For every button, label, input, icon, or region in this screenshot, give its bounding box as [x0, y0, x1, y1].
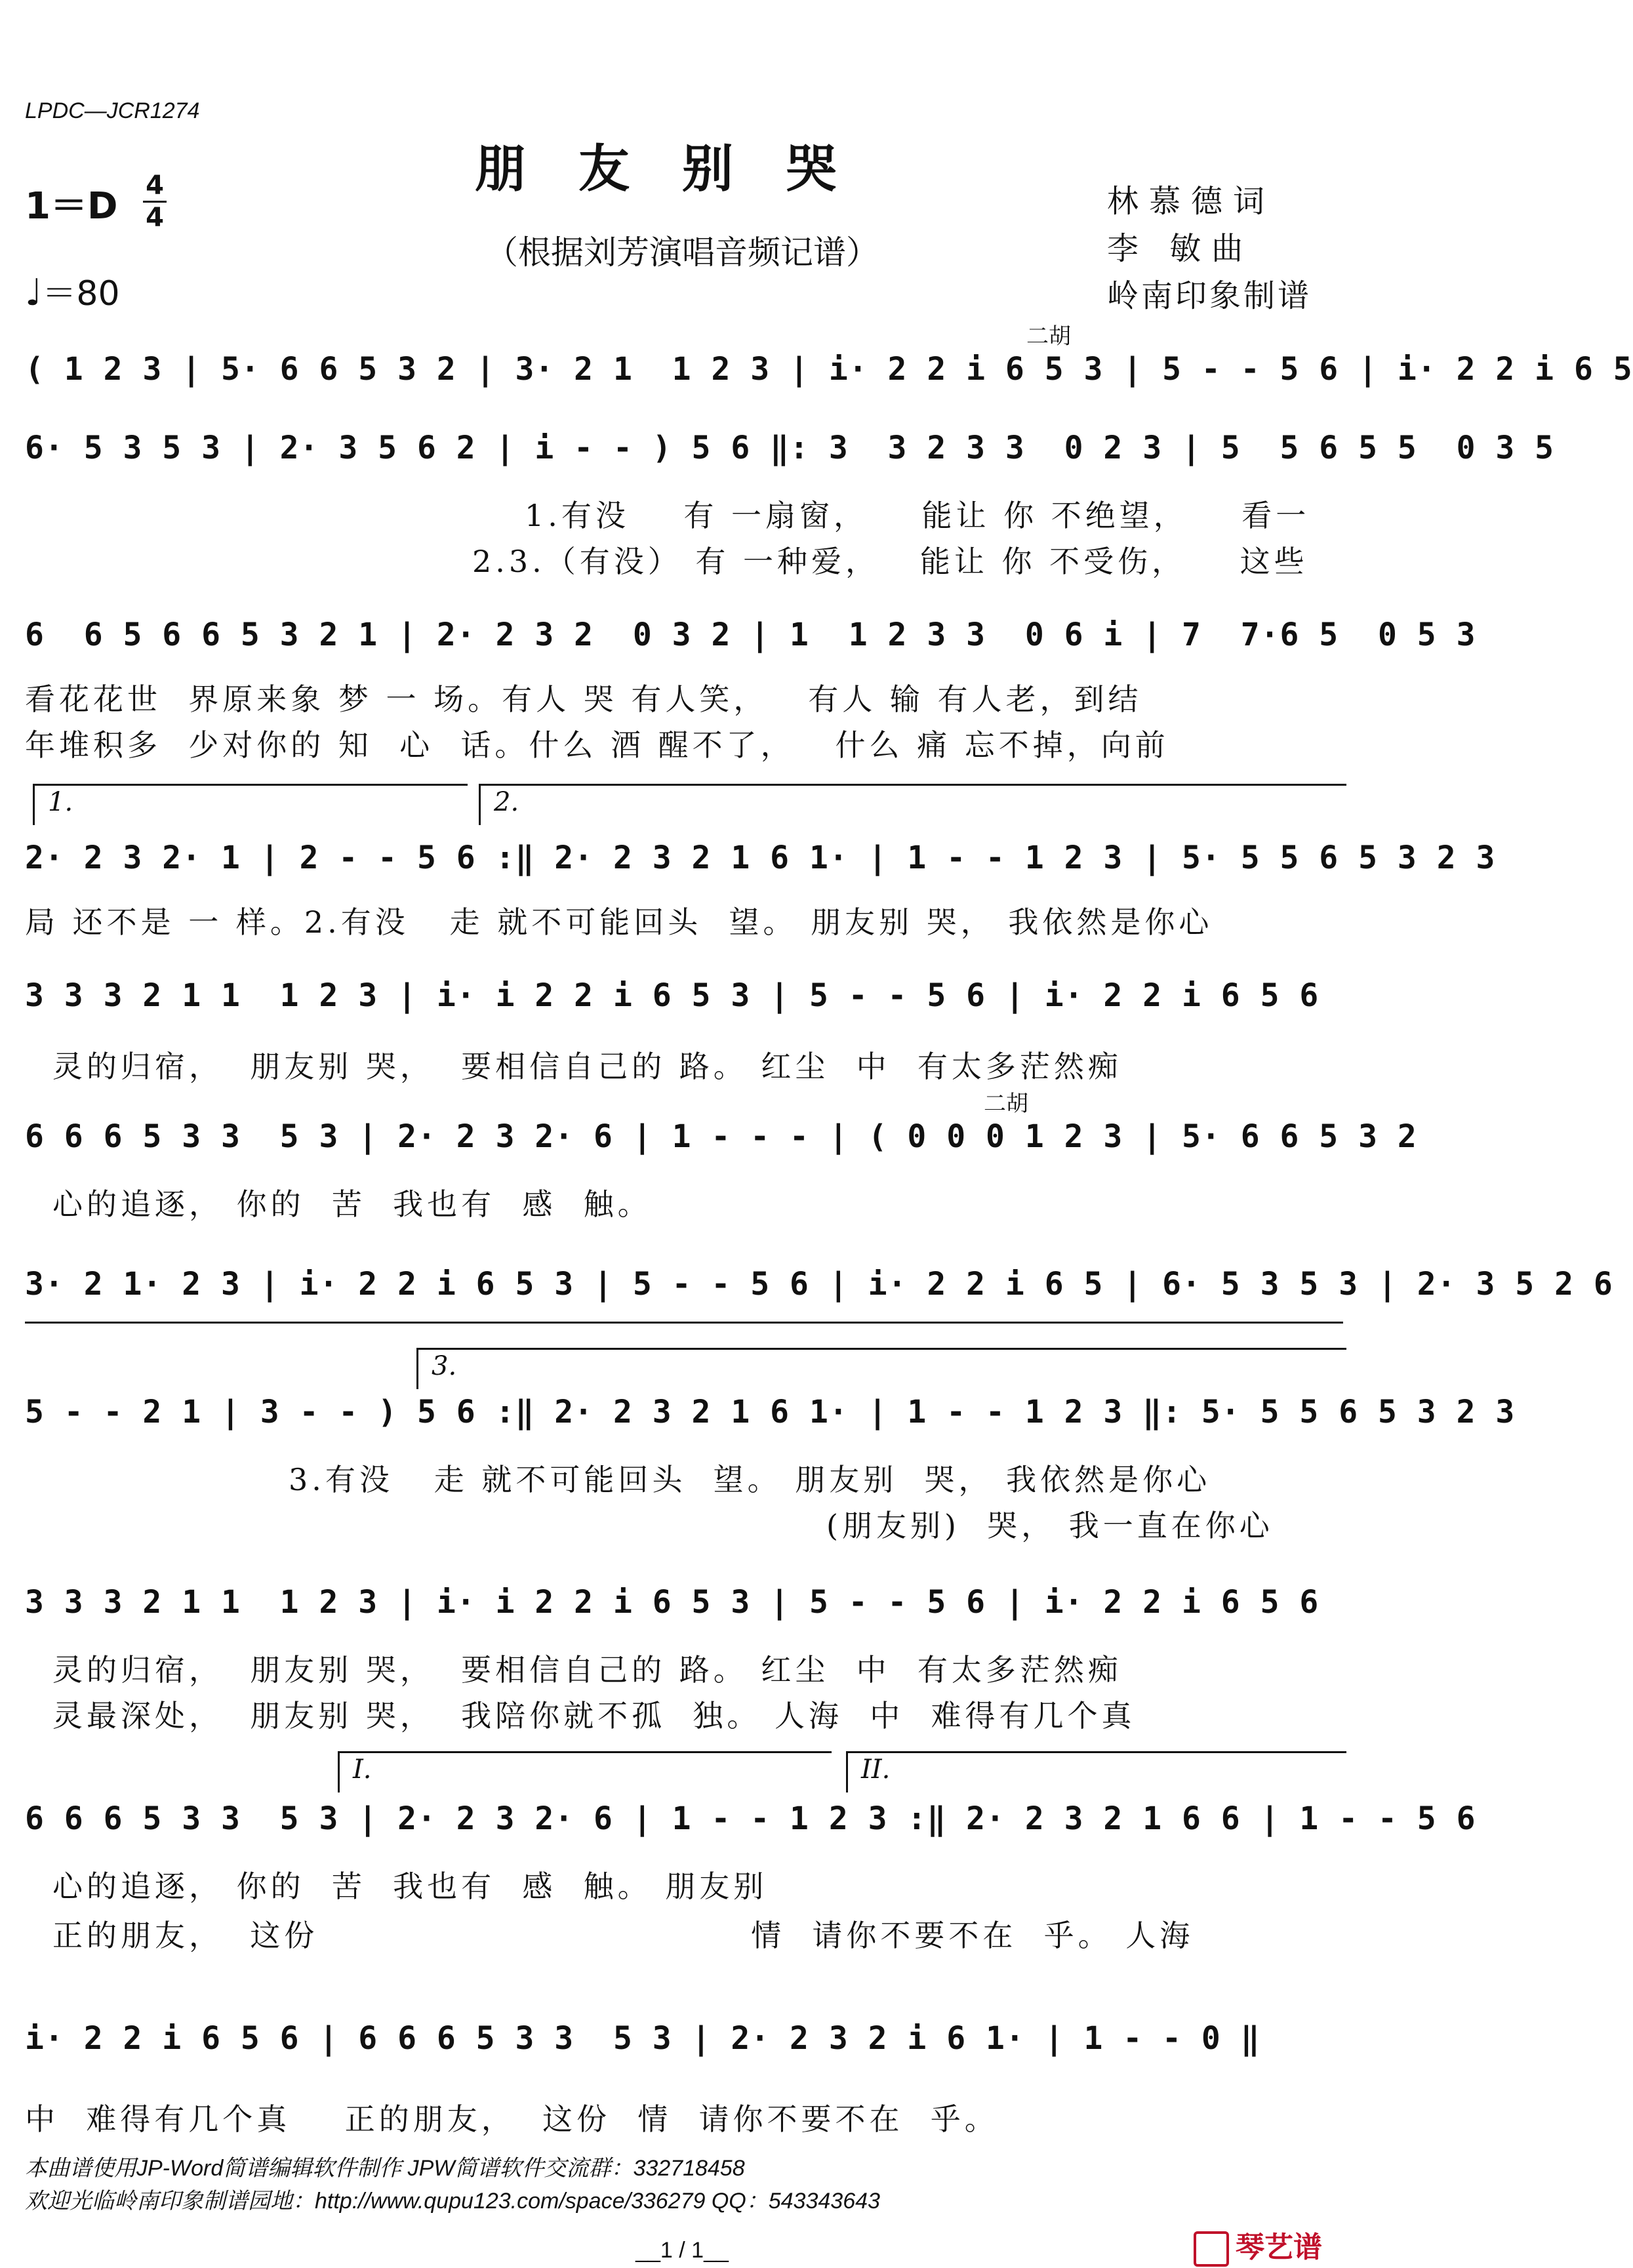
volta-I-label: I.: [353, 1754, 372, 1785]
volta-3-label: 3.: [432, 1351, 457, 1381]
erhu-annotation-2: 二胡: [984, 1091, 1028, 1117]
lyricist-credit: 林慕德词: [1107, 183, 1276, 220]
lyric-line-8b: (朋友别) 哭， 我一直在你心: [826, 1508, 1274, 1543]
volta-II: [846, 1751, 1346, 1792]
staff-system-6: [25, 1118, 1417, 1184]
lyric-line-4: 局 还不是 一 样。2.有没 走 就不可能回头 望。 朋友别 哭， 我依然是你心: [25, 904, 1213, 940]
logo-text: 琴艺谱: [1236, 2231, 1322, 2264]
notes-system-7: 3· 2 1· 2 3 | i· 2 2 i 6 5 3 | 5 - - 5 6 | i· 2 2 i 6 5 | 6· 5 3 5 3 | 2· 3 5 2 6: [25, 1266, 1613, 1303]
volta-3: [416, 1348, 1346, 1389]
lyric-line-11: 中 难得有几个真 正的朋友， 这份 情 请你不要不在 乎。: [25, 2101, 999, 2137]
key-signature: 1＝D: [25, 185, 118, 228]
lyric-line-6: 心的追逐， 你的 苦 我也有 感 触。: [52, 1186, 652, 1222]
lyric-line-10a: 心的追逐， 你的 苦 我也有 感 触。 朋友别: [52, 1869, 768, 1904]
lyric-line-10b: 正的朋友， 这份 情 请你不要不在 乎。 人海: [52, 1918, 1194, 1953]
notes-system-8: 5 - - 2 1 | 3 - - ) 5 6 :‖ 2· 2 3 2 1 6 1· | 1 - - 1 2 3 ‖: 5· 5 5 6 5 3 2 3: [25, 1394, 1516, 1430]
song-subtitle: （根据刘芳演唱音频记谱）: [485, 233, 879, 272]
lyric-line-8a: 3.有没 走 就不可能回头 望。 朋友别 哭， 我依然是你心: [289, 1462, 1211, 1497]
lyric-line-9a: 灵的归宿， 朋友别 哭， 要相信自己的 路。 红尘 中 有太多茫然痴: [52, 1652, 1122, 1688]
notes-system-2: 6· 5 3 5 3 | 2· 3 5 6 2 | i - - ) 5 6 ‖: 3 3 2 3 3 0 2 3 | 5 5 6 5 5 0 3 5: [25, 430, 1555, 466]
staff-system-11: [25, 2020, 1343, 2086]
lyric-line-5: 灵的归宿， 朋友别 哭， 要相信自己的 路。 红尘 中 有太多茫然痴: [52, 1049, 1122, 1084]
staff-system-2: [25, 430, 1555, 495]
lyric-line-2b: 2.3.（有没） 有 一种爱， 能让 你 不受伤， 这些: [472, 544, 1308, 579]
staff-system-9: [25, 1584, 1343, 1650]
notes-system-9: 3 3 3 2 1 1 1 2 3 | i· i 2 2 i 6 5 3 | 5 - - 5 6 | i· 2 2 i 6 5 6: [25, 1584, 1320, 1621]
score-code: LPDC—JCR1274: [25, 98, 200, 123]
notes-system-3: 6 6 5 6 6 5 3 2 1 | 2· 2 3 2 0 3 2 | 1 1 2 3 3 0 6 i | 7 7·6 5 0 5 3: [25, 617, 1476, 653]
lyric-line-9b: 灵最深处， 朋友别 哭， 我陪你就不孤 独。 人海 中 难得有几个真: [52, 1698, 1136, 1733]
footer-website-note: 欢迎光临岭南印象制谱园地：http://www.qupu123.com/space/336279 QQ：543343643: [25, 2189, 880, 2214]
staff-system-4: [25, 840, 1496, 905]
staff-system-10: [25, 1800, 1476, 1866]
lyric-line-3a: 看花花世 界原来象 梦 一 场。有人 哭 有人笑， 有人 输 有人老，到结: [25, 681, 1142, 717]
volta-1: [33, 784, 468, 825]
section-divider: [25, 1322, 1343, 1324]
tempo-mark: [25, 266, 120, 315]
page-number: __1 / 1__: [635, 2238, 729, 2263]
volta-1-label: 1.: [48, 787, 73, 817]
meter-bottom: 4: [146, 203, 164, 233]
staff-system-5: [25, 977, 1343, 1043]
quarter-note-icon: ♩: [25, 272, 43, 314]
volta-2: [479, 784, 1346, 825]
notes-system-6: 6 6 6 5 3 3 5 3 | 2· 2 3 2· 6 | 1 - - - | ( 0 0 0 1 2 3 | 5· 6 6 5 3 2: [25, 1118, 1417, 1155]
lyric-line-2a: 1.有没 有 一扇窗， 能让 你 不绝望， 看一: [525, 498, 1310, 533]
notes-system-11: i· 2 2 i 6 5 6 | 6 6 6 5 3 3 5 3 | 2· 2 3 2 i 6 1· | 1 - - 0 ‖: [25, 2020, 1260, 2057]
staff-system-1: [25, 351, 1633, 416]
time-signature: [143, 172, 167, 232]
notes-system-5: 3 3 3 2 1 1 1 2 3 | i· i 2 2 i 6 5 3 | 5 - - 5 6 | i· 2 2 i 6 5 6: [25, 977, 1320, 1014]
volta-2-label: 2.: [494, 787, 519, 817]
staff-system-8: [25, 1394, 1516, 1459]
erhu-annotation: 二胡: [1026, 323, 1071, 350]
volta-I: [338, 1751, 832, 1792]
song-title: 朋友别哭: [474, 139, 889, 199]
staff-system-3: [25, 617, 1476, 682]
notes-system-4: 2· 2 3 2· 1 | 2 - - 5 6 :‖ 2· 2 3 2 1 6 1· | 1 - - 1 2 3 | 5· 5 5 6 5 3 2 3: [25, 840, 1496, 876]
meter-top: 4: [146, 171, 164, 201]
arranger-credit: 岭南印象制谱: [1107, 277, 1312, 314]
composer-credit: 李 敏曲: [1107, 230, 1254, 267]
volta-II-label: II.: [861, 1754, 891, 1785]
notes-system-10: 6 6 6 5 3 3 5 3 | 2· 2 3 2· 6 | 1 - - 1 2 3 :‖ 2· 2 3 2 1 6 6 | 1 - - 5 6: [25, 1800, 1476, 1837]
lyric-line-3b: 年堆积多 少对你的 知 心 话。什么 酒 醒不了， 什么 痛 忘不掉，向前: [25, 727, 1169, 763]
footer-software-note: 本曲谱使用JP-Word简谱编辑软件制作 JPW简谱软件交流群：332718458: [25, 2156, 745, 2181]
tempo-value: ＝80: [42, 274, 120, 314]
notes-system-1: ( 1 2 3 | 5· 6 6 5 3 2 | 3· 2 1 1 2 3 | i· 2 2 i 6 5 3 | 5 - - 5 6 | i· 2 2 i 6 5: [25, 351, 1633, 388]
